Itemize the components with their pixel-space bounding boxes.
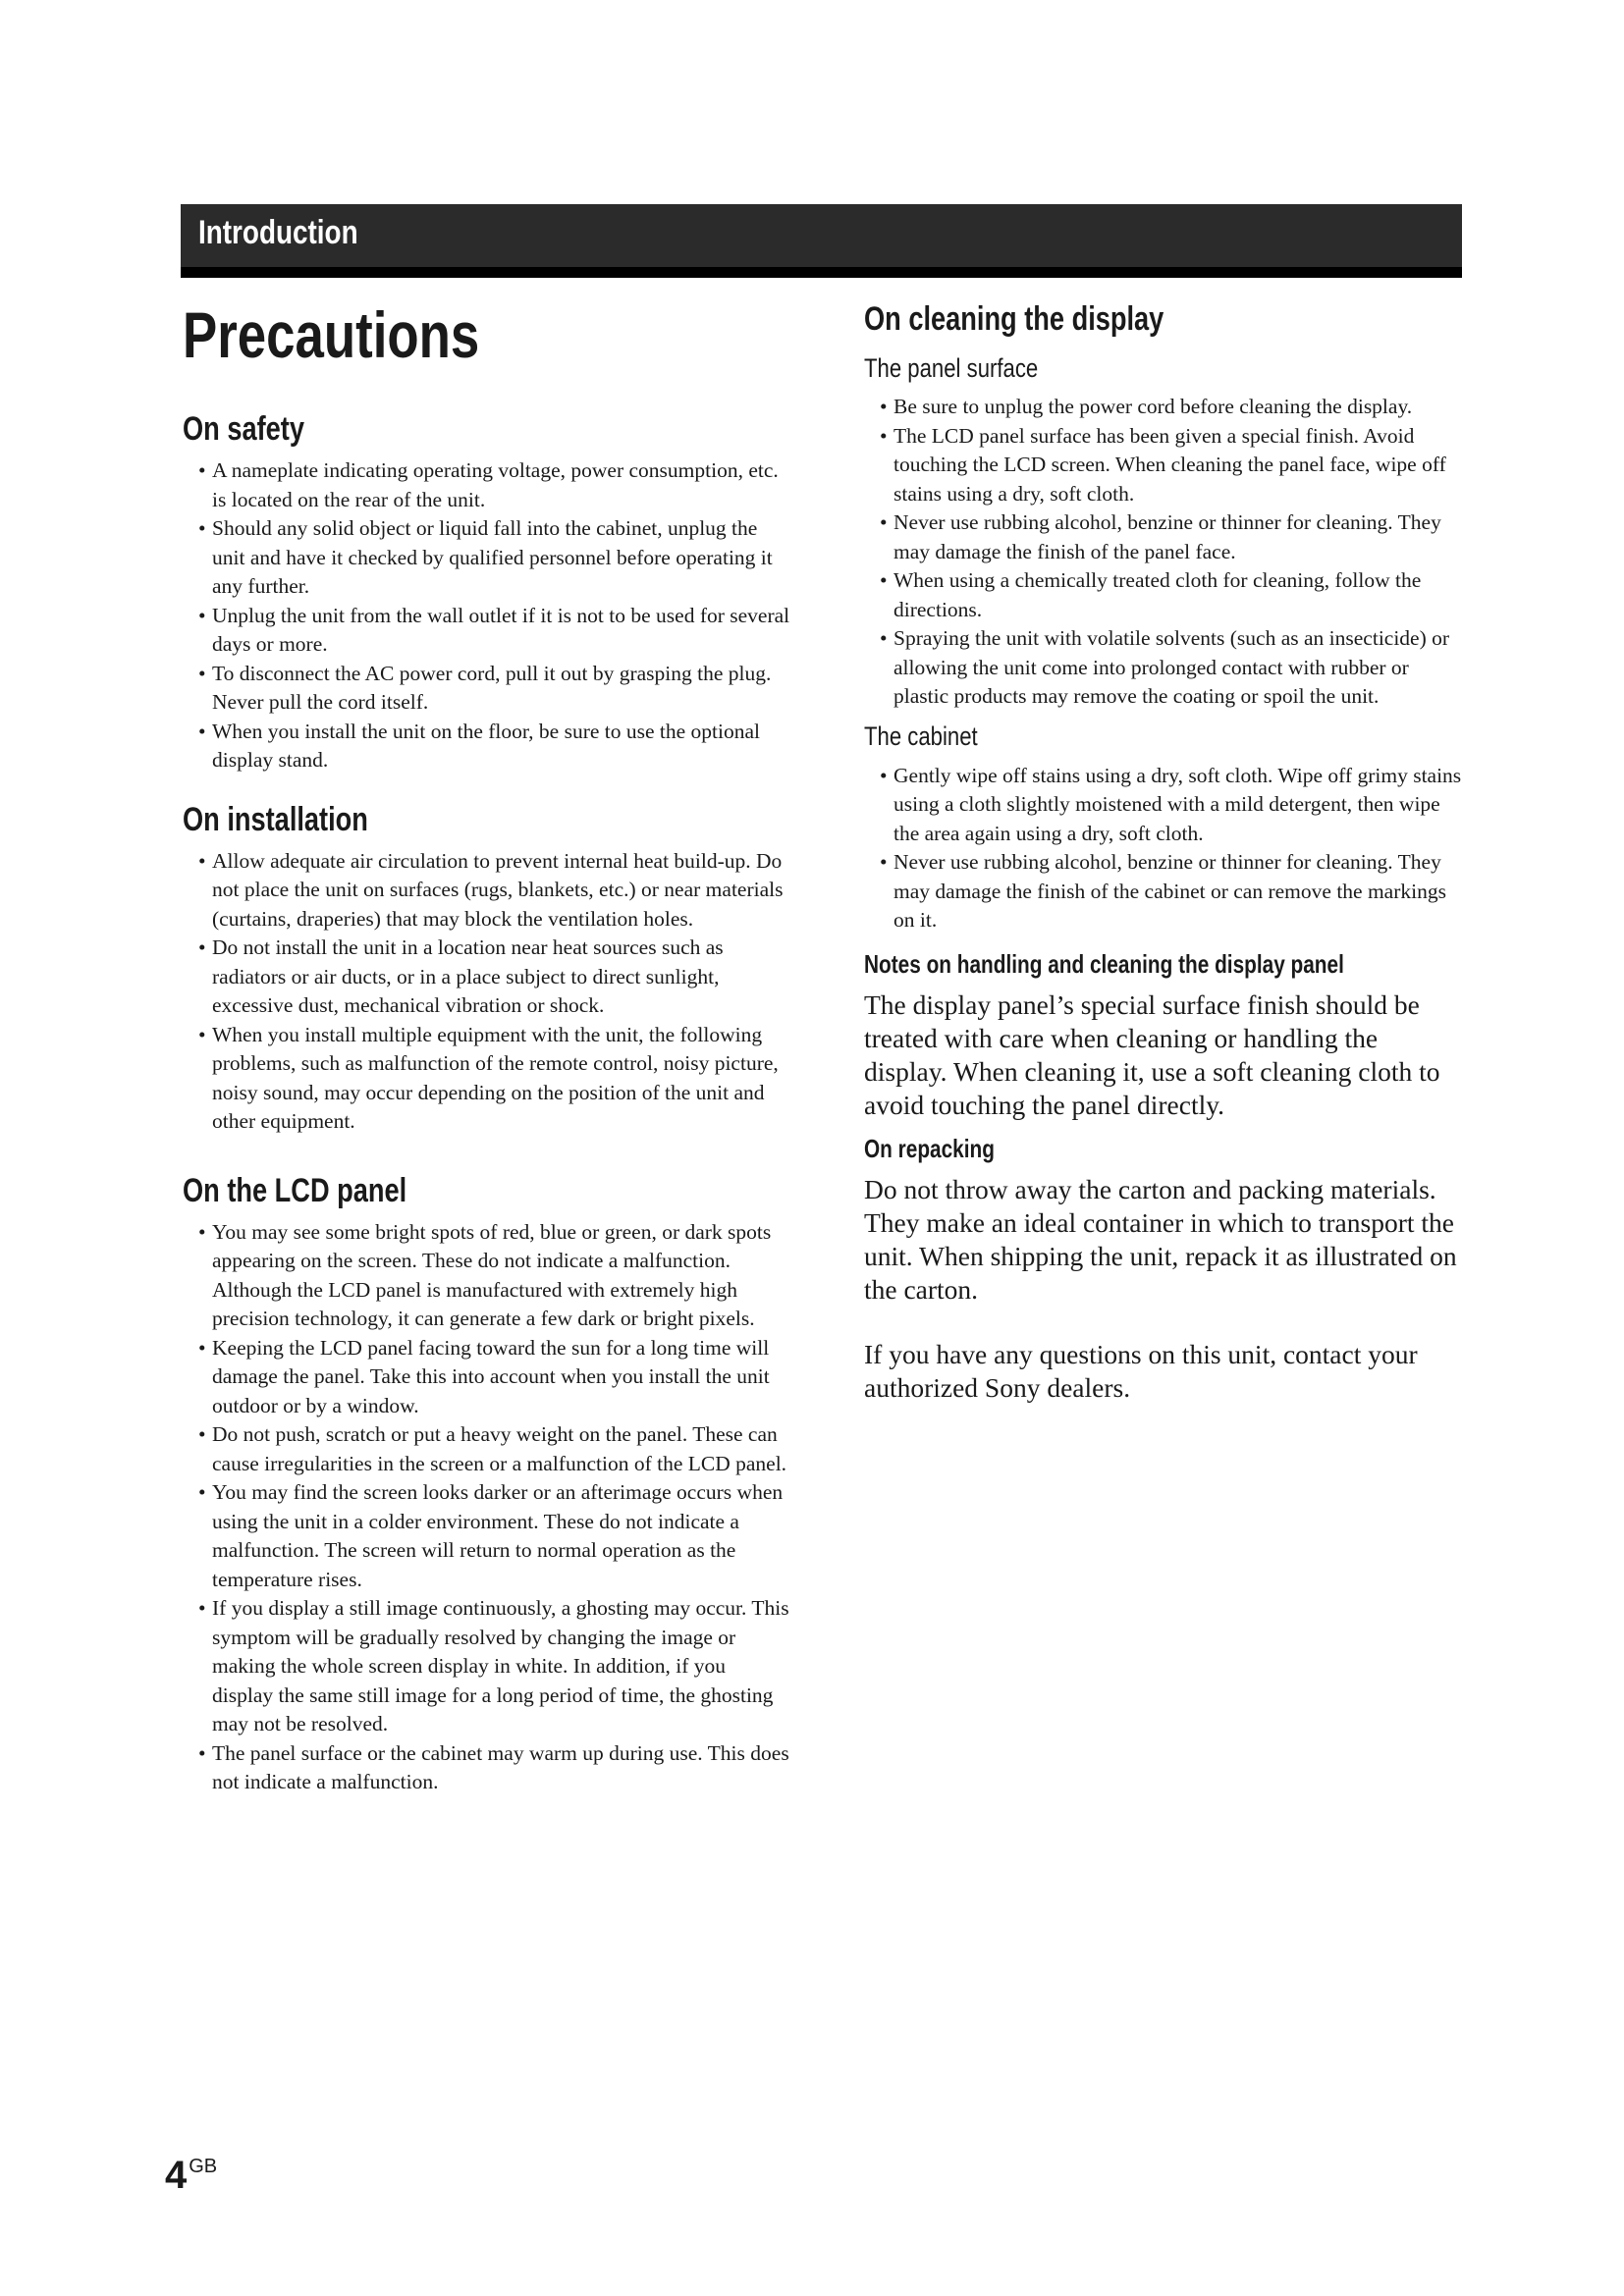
list-item: • Never use rubbing alcohol, benzine or thinner for cleaning. They may damage the finish of the cabinet or can remove the markings on it. — [864, 848, 1463, 935]
list-item: • Do not install the unit in a location near heat sources such as radiators or air ducts, or in a place subject to direct sunlight, excessive dust, mechanical vibration or shock. — [183, 934, 791, 1021]
list-item: • Allow adequate air circulation to prevent internal heat build-up. Do not place the unit on surfaces (rugs, blankets, etc.) or near materials (curtains, draperies) that may block the ventilation holes. — [183, 847, 791, 934]
heading-on-safety: On safety — [183, 410, 304, 448]
list-item: • Be sure to unplug the power cord before cleaning the display. — [864, 393, 1463, 422]
list-item: • The panel surface or the cabinet may warm up during use. This does not indicate a malfunction. — [183, 1739, 791, 1797]
list-item: • Should any solid object or liquid fall into the cabinet, unplug the unit and have it checked by qualified personnel before operating it any further. — [183, 514, 791, 602]
list-item: • A nameplate indicating operating voltage, power consumption, etc. is located on the rear of the unit. — [183, 456, 791, 514]
list-item: • When using a chemically treated cloth for cleaning, follow the directions. — [864, 566, 1463, 624]
lcd-list — [183, 1218, 791, 1797]
subheading-cabinet: The cabinet — [864, 721, 978, 751]
page-number-suffix: GB — [189, 2156, 218, 2177]
repacking-paragraph: Do not throw away the carton and packing materials. They make an ideal container in which to transport the unit. When shipping the unit, repack it as illustrated on the carton. — [864, 1173, 1457, 1305]
list-item: • Gently wipe off stains using a dry, soft cloth. Wipe off grimy stains using a cloth slightly moistened with a mild detergent, then wipe the area again using a dry, soft cloth. — [864, 762, 1463, 849]
list-item: • To disconnect the AC power cord, pull it out by grasping the plug. Never pull the cord itself. — [183, 660, 791, 718]
heading-on-installation: On installation — [183, 800, 368, 838]
list-item: • Never use rubbing alcohol, benzine or thinner for cleaning. They may damage the finish of the panel face. — [864, 508, 1463, 566]
installation-list — [183, 847, 791, 1137]
left-column — [183, 285, 791, 1797]
list-item: • Keeping the LCD panel facing toward the sun for a long time will damage the panel. Take this into account when you install the unit outdoor or by a window. — [183, 1334, 791, 1421]
section-banner — [181, 204, 1462, 267]
list-item: • The LCD panel surface has been given a special finish. Avoid touching the LCD screen. When cleaning the panel face, wipe off stains using a dry, soft cloth. — [864, 422, 1463, 509]
list-item: • You may find the screen looks darker or an afterimage occurs when using the unit in a colder environment. These do not indicate a malfunction. The screen will return to normal operation as the temperature rises. — [183, 1478, 791, 1594]
cabinet-list — [864, 762, 1463, 935]
page-title: Precautions — [183, 298, 480, 371]
list-item: • You may see some bright spots of red, blue or green, or dark spots appearing on the screen. These do not indicate a malfunction. Although the LCD panel is manufactured with extremely high precision technology, it can generate a few dark or bright pixels. — [183, 1218, 791, 1334]
list-item: • Unplug the unit from the wall outlet if it is not to be used for several days or more. — [183, 602, 791, 660]
heading-on-cleaning: On cleaning the display — [864, 300, 1164, 338]
page-number — [165, 2154, 217, 2198]
questions-paragraph: If you have any questions on this unit, contact your authorized Sony dealers. — [864, 1338, 1418, 1403]
list-item: • Do not push, scratch or put a heavy weight on the panel. These can cause irregularities in the screen or a malfunction of the LCD panel. — [183, 1420, 791, 1478]
page-number-value: 4 — [165, 2154, 188, 2197]
list-item: • If you display a still image continuously, a ghosting may occur. This symptom will be gradually resolved by changing the image or making the whole screen display in white. In addition, if you display the same still image for a long period of time, the ghosting may not be resolved. — [183, 1594, 791, 1739]
section-rule — [181, 267, 1462, 278]
notes-paragraph: The display panel’s special surface finish should be treated with care when cleaning or handling the display. When cleaning it, use a soft cleaning cloth to avoid touching the panel directly. — [864, 988, 1440, 1120]
list-item: • When you install multiple equipment with the unit, the following problems, such as malfunction of the remote control, noisy picture, noisy sound, may occur depending on the position of the unit and other equipment. — [183, 1021, 791, 1137]
panel-surface-list — [864, 393, 1463, 712]
heading-on-lcd-panel: On the LCD panel — [183, 1171, 407, 1209]
subheading-panel-surface: The panel surface — [864, 353, 1039, 383]
safety-list — [183, 456, 791, 775]
list-item: • When you install the unit on the floor, be sure to use the optional display stand. — [183, 718, 791, 775]
list-item: • Spraying the unit with volatile solvents (such as an insecticide) or allowing the unit come into prolonged contact with rubber or plastic products may remove the coating or spoil the unit. — [864, 624, 1463, 712]
heading-notes-handling: Notes on handling and cleaning the display panel — [864, 948, 1344, 979]
right-column — [864, 285, 1463, 1405]
section-banner-label: Introduction — [198, 214, 358, 251]
heading-on-repacking: On repacking — [864, 1133, 995, 1163]
